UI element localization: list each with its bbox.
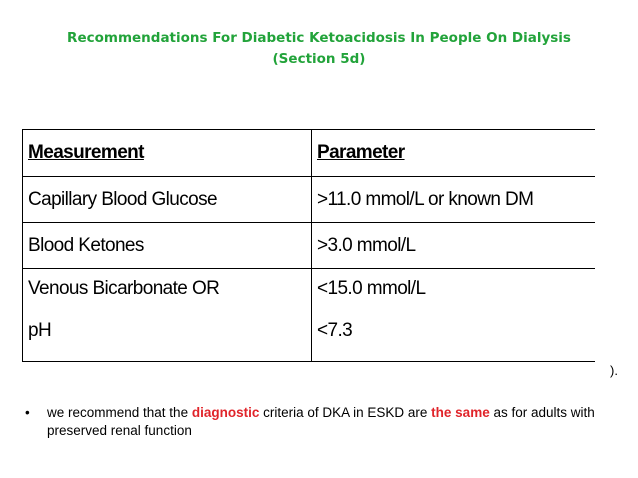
cell-measurement-line-1: Venous Bicarbonate OR — [28, 278, 220, 299]
title-line-1: Recommendations For Diabetic Ketoacidosis In People On Dialysis — [67, 30, 571, 46]
text-part-2: criteria of DKA in ESKD are — [259, 405, 432, 420]
table-row — [23, 269, 596, 362]
text-part-3: as for adults with preserved renal function — [47, 405, 595, 438]
cell-parameter: >3.0 mmol/L — [312, 223, 596, 269]
cell-measurement: Capillary Blood Glucose — [23, 177, 312, 223]
stray-parenthesis-text: ). — [610, 363, 618, 378]
recommendation-text — [47, 404, 617, 440]
cell-parameter — [312, 269, 596, 362]
criteria-table-container — [22, 129, 595, 360]
table-row — [23, 223, 596, 269]
cell-parameter-line-2: <7.3 — [317, 320, 353, 341]
table-row — [23, 177, 596, 223]
bullet-marker: • — [25, 405, 30, 420]
criteria-table — [22, 129, 595, 362]
cell-measurement — [23, 269, 312, 362]
highlight-diagnostic: diagnostic — [191, 405, 260, 420]
table-header-row — [23, 130, 596, 177]
header-measurement: Measurement — [23, 130, 312, 177]
cell-measurement-line-2: pH — [28, 320, 52, 341]
slide-title — [0, 28, 638, 70]
title-line-2: (Section 5d) — [272, 51, 366, 67]
header-parameter: Parameter — [312, 130, 596, 177]
text-part-1: we recommend that the — [47, 405, 192, 420]
cell-parameter-line-1: <15.0 mmol/L — [317, 278, 426, 299]
cell-parameter: >11.0 mmol/L or known DM — [312, 177, 596, 223]
cell-measurement: Blood Ketones — [23, 223, 312, 269]
highlight-the-same: the same — [431, 405, 490, 420]
